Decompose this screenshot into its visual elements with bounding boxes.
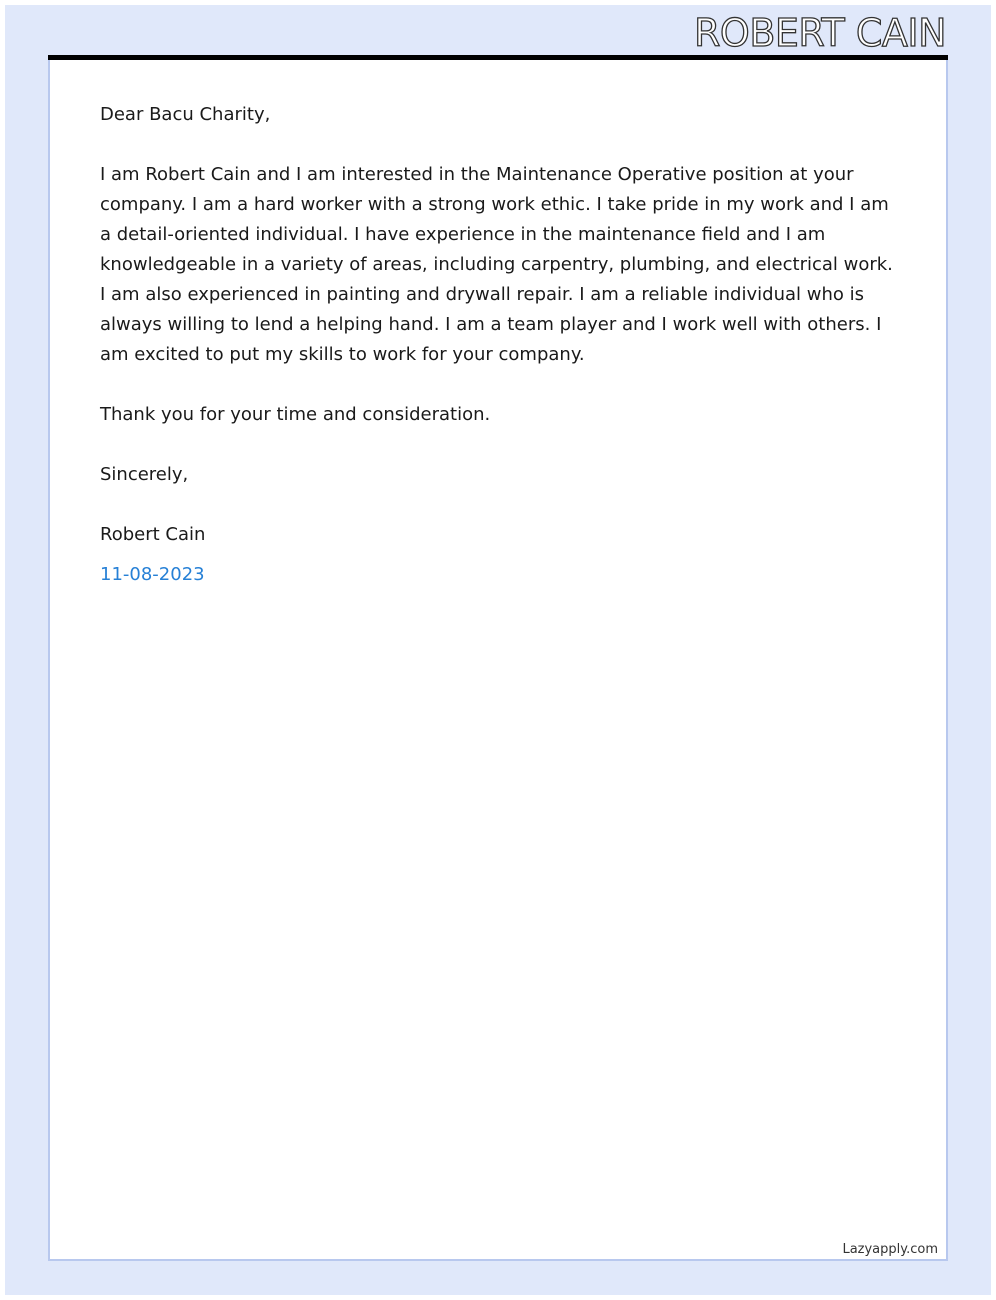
footer-watermark: Lazyapply.com xyxy=(842,1242,938,1257)
letter-date: 11-08-2023 xyxy=(100,564,205,585)
header-name: ROBERT CAIN xyxy=(694,11,946,55)
letter-body xyxy=(100,100,895,590)
closing: Sincerely, xyxy=(100,464,189,485)
signature: Robert Cain xyxy=(100,524,206,545)
salutation: Dear Bacu Charity, xyxy=(100,104,271,125)
thanks-line: Thank you for your time and consideration. xyxy=(100,404,491,425)
body-paragraph: I am Robert Cain and I am interested in the Maintenance Operative position at your company. I am a hard worker with a strong work ethic. I take pride in my work and I am a detail-oriented individual. I have experience in the maintenance field and I am knowledgeable in a variety of areas, including carpentry, plumbing, and electrical work. I am also experienced in painting and drywall repair. I am a reliable individual who is always willing to lend a helping hand. I am a team player and I work well with others. I am excited to put my skills to work for your company. xyxy=(100,164,893,365)
letter-page xyxy=(48,60,948,1261)
